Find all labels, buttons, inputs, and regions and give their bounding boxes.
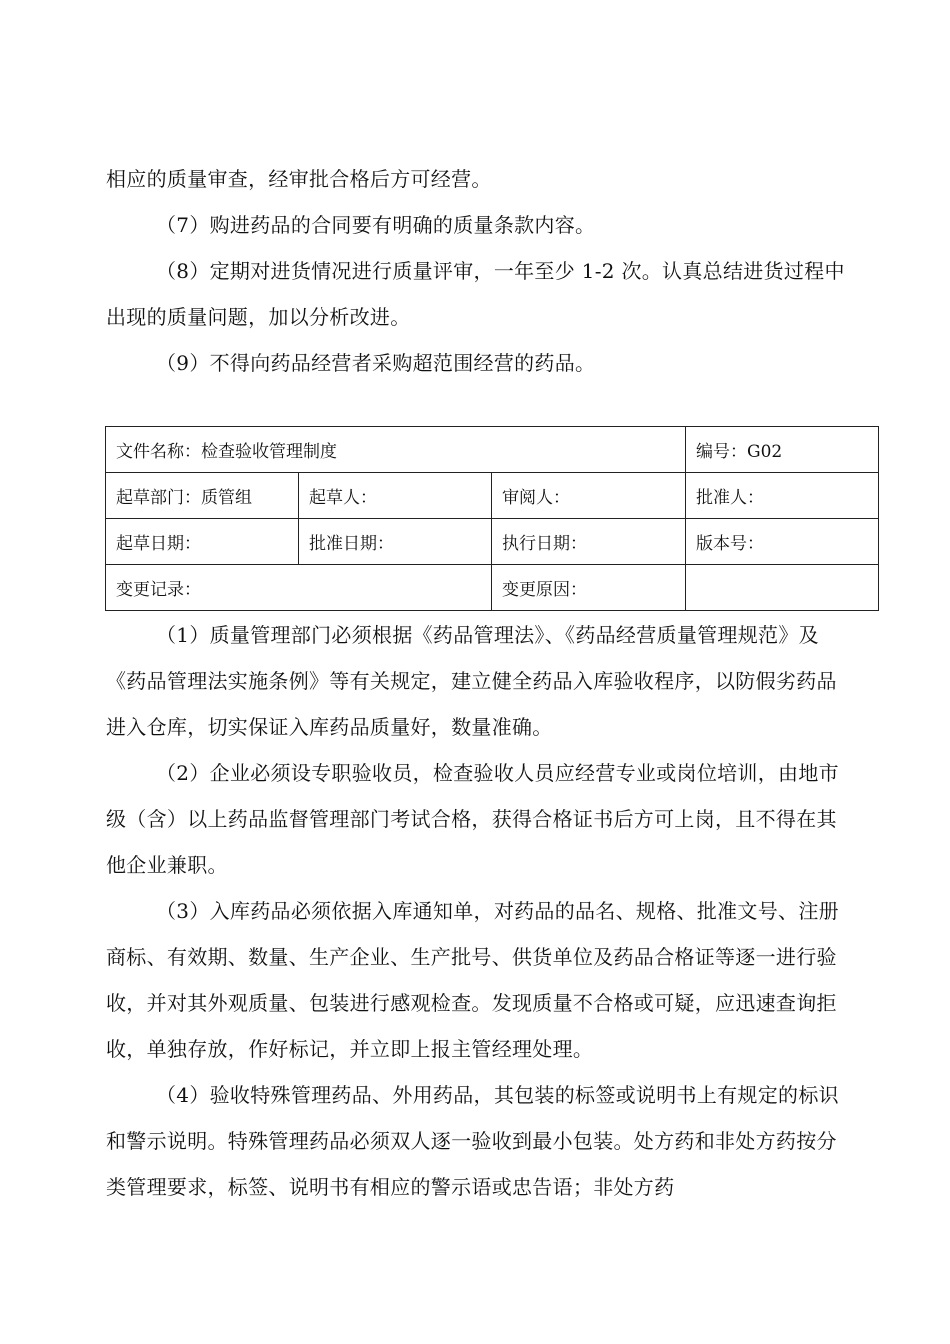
file-name-cell: 文件名称：检查验收管理制度: [106, 427, 686, 473]
paragraph-acceptance-3: （3）入库药品必须依据入库通知单，对药品的品名、规格、批准文号、注册商标、有效期、数量、生产企业、生产批号、供货单位及药品合格证等逐一进行验收，并对其外观质量、包装进行感观检查。发现质量不合格或可疑，应迅速查询拒收，单独存放，作好标记，并立即上报主管经理处理。: [106, 899, 839, 1061]
paragraph-item-8: （8）定期对进货情况进行质量评审，一年至少 1-2 次。认真总结进货过程中出现的质量问题，加以分析改进。: [106, 259, 845, 329]
version-cell: 版本号：: [686, 519, 879, 565]
document-number-cell: 编号：G02: [686, 427, 879, 473]
reviewer-cell: 审阅人：: [492, 473, 686, 519]
execution-date-cell: 执行日期：: [492, 519, 686, 565]
paragraph-item-7: （7）购进药品的合同要有明确的质量条款内容。: [156, 213, 596, 237]
table-row: [106, 427, 879, 473]
table-row: [106, 519, 879, 565]
empty-cell: [686, 565, 879, 611]
approve-date-cell: 批准日期：: [299, 519, 492, 565]
approver-cell: 批准人：: [686, 473, 879, 519]
change-reason-cell: 变更原因：: [492, 565, 686, 611]
change-record-cell: 变更记录：: [106, 565, 492, 611]
table-row: [106, 565, 879, 611]
paragraph-item-9: （9）不得向药品经营者采购超范围经营的药品。: [156, 351, 596, 375]
draft-department-cell: 起草部门：质管组: [106, 473, 299, 519]
paragraph-acceptance-4: （4）验收特殊管理药品、外用药品，其包装的标签或说明书上有规定的标识和警示说明。特殊管理药品必须双人逐一验收到最小包装。处方药和非处方药按分类管理要求，标签、说明书有相应的警示语或忠告语；非处方药: [106, 1083, 839, 1199]
table-row: [106, 473, 879, 519]
document-info-table: [105, 426, 879, 611]
paragraph-continuation: 相应的质量审查，经审批合格后方可经营。: [106, 167, 492, 191]
drafter-cell: 起草人：: [299, 473, 492, 519]
draft-date-cell: 起草日期：: [106, 519, 299, 565]
paragraph-acceptance-1: （1）质量管理部门必须根据《药品管理法》、《药品经营质量管理规范》及《药品管理法实施条例》等有关规定，建立健全药品入库验收程序，以防假劣药品进入仓库，切实保证入库药品质量好，数量准确。: [106, 623, 837, 739]
paragraph-acceptance-2: （2）企业必须设专职验收员，检查验收人员应经营专业或岗位培训，由地市级（含）以上药品监督管理部门考试合格，获得合格证书后方可上岗，且不得在其他企业兼职。: [106, 761, 839, 877]
